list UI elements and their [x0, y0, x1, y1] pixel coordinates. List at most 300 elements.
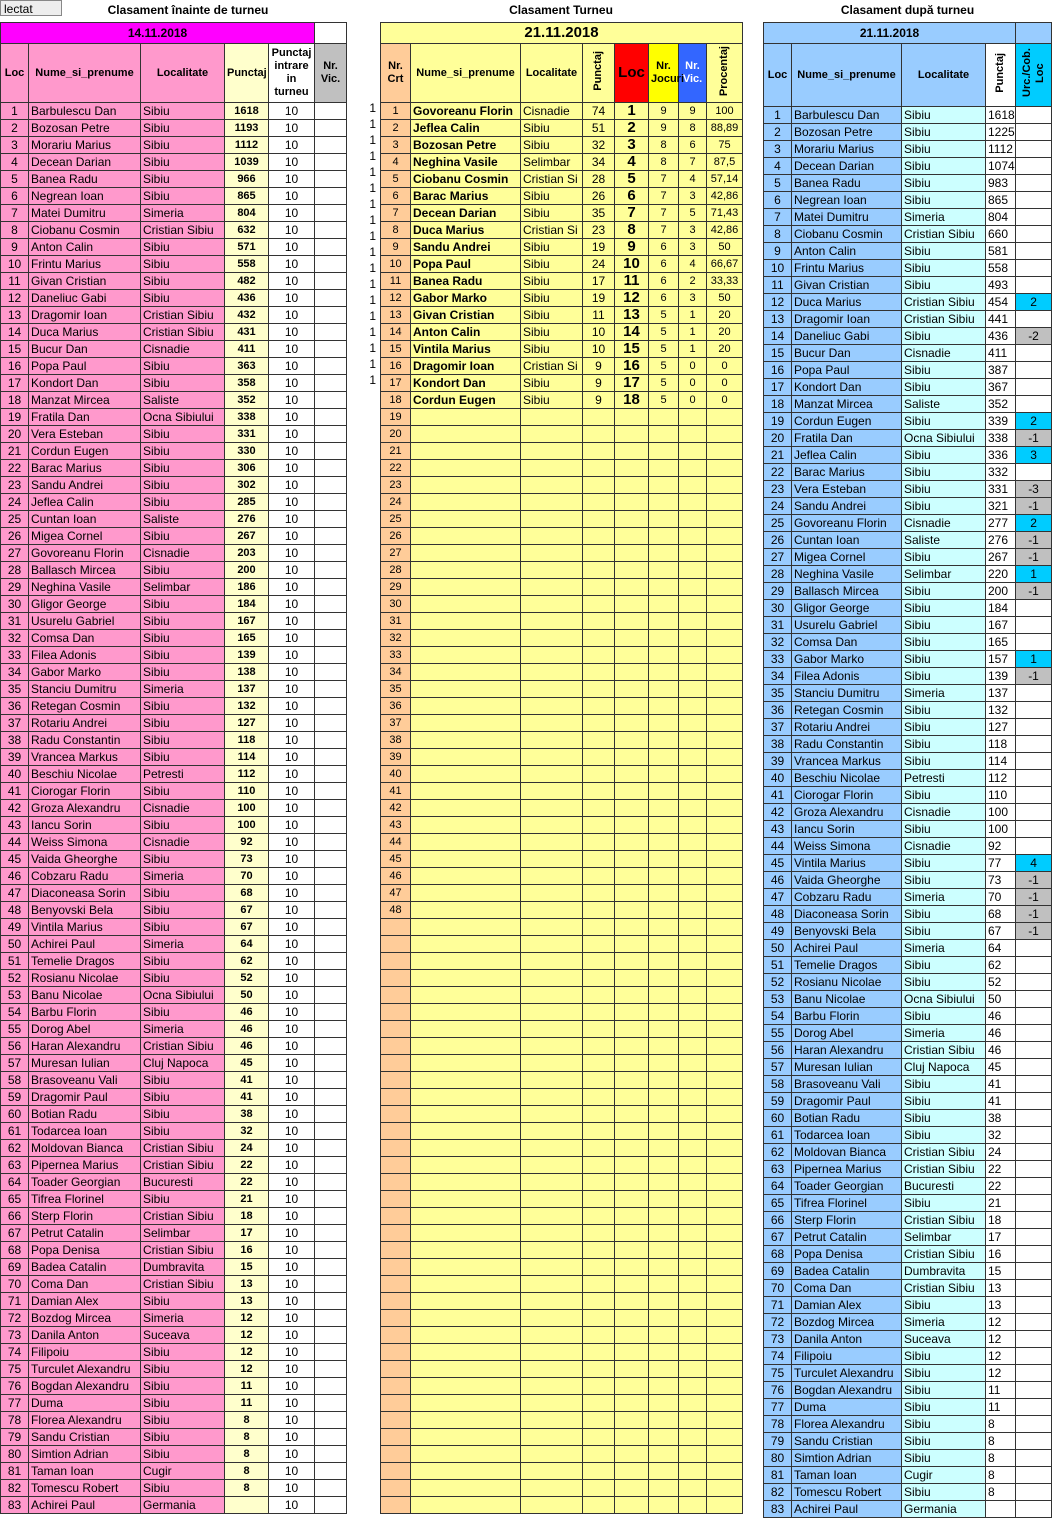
left-vic	[315, 273, 347, 290]
middle-nr: 11	[381, 273, 411, 290]
middle-empty-cell	[649, 1123, 679, 1140]
middle-header-jocuri-label: Nr. Jocuri	[651, 60, 685, 85]
rank-change-badge	[1016, 617, 1052, 634]
left-row	[1, 273, 347, 290]
middle-empty-cell	[615, 1174, 649, 1191]
after-row	[764, 889, 1052, 906]
right-loc: 22	[764, 464, 792, 481]
rank-change-badge	[1016, 753, 1052, 770]
tournament-table	[380, 22, 743, 1514]
middle-name: Bozosan Petre	[411, 137, 521, 154]
left-intrare: 10	[269, 375, 315, 392]
right-punctaj: 493	[986, 277, 1016, 294]
right-loc: 4	[764, 158, 792, 175]
right-name: Temelie Dragos	[792, 957, 902, 974]
middle-jocuri: 6	[649, 239, 679, 256]
right-punctaj: 558	[986, 260, 1016, 277]
right-localitate: Sibiu	[902, 1093, 986, 1110]
middle-empty-cell	[583, 1395, 615, 1412]
left-loc: 37	[1, 715, 29, 732]
left-loc: 19	[1, 409, 29, 426]
left-name: Groza Alexandru	[29, 800, 141, 817]
middle-jocuri: 5	[649, 324, 679, 341]
middle-punctaj: 19	[583, 290, 615, 307]
selectat-button[interactable]: lectat	[0, 0, 62, 16]
after-row	[764, 1076, 1052, 1093]
middle-empty-cell	[679, 970, 707, 987]
left-name: Tifrea Florinel	[29, 1191, 141, 1208]
middle-nr: 23	[381, 477, 411, 494]
middle-empty-cell	[411, 1344, 521, 1361]
middle-jocuri: 5	[649, 307, 679, 324]
tournament-row	[381, 307, 743, 324]
middle-empty-cell	[521, 936, 583, 953]
middle-jocuri: 5	[649, 375, 679, 392]
left-name: Florea Alexandru	[29, 1412, 141, 1429]
left-name: Taman Ioan	[29, 1463, 141, 1480]
left-localitate: Bucuresti	[141, 1174, 225, 1191]
right-punctaj: 22	[986, 1178, 1016, 1195]
middle-procentaj	[707, 426, 743, 443]
left-vic	[315, 664, 347, 681]
tournament-row	[381, 324, 743, 341]
middle-loc: 5	[615, 171, 649, 188]
middle-loc: 16	[615, 358, 649, 375]
tournament-row	[381, 562, 743, 579]
right-localitate: Simeria	[902, 889, 986, 906]
middle-procentaj: 66,67	[707, 256, 743, 273]
tournament-empty-row	[381, 1191, 743, 1208]
left-loc: 79	[1, 1429, 29, 1446]
flag-cell	[346, 1300, 378, 1316]
left-vic	[315, 953, 347, 970]
left-row	[1, 664, 347, 681]
right-punctaj: 22	[986, 1161, 1016, 1178]
middle-empty-cell	[521, 1038, 583, 1055]
right-name: Filea Adonis	[792, 668, 902, 685]
middle-empty-cell	[649, 1412, 679, 1429]
middle-empty-cell	[521, 1191, 583, 1208]
middle-name	[411, 443, 521, 460]
left-row	[1, 732, 347, 749]
right-localitate: Sibiu	[902, 855, 986, 872]
middle-empty-cell	[707, 1157, 743, 1174]
left-row	[1, 409, 347, 426]
middle-vic	[679, 409, 707, 426]
left-loc: 9	[1, 239, 29, 256]
right-name: Tifrea Florinel	[792, 1195, 902, 1212]
left-name: Petrut Catalin	[29, 1225, 141, 1242]
flag-cell	[346, 1412, 378, 1428]
left-punctaj: 46	[225, 1038, 269, 1055]
rank-change-badge	[1016, 1093, 1052, 1110]
middle-punctaj: 32	[583, 137, 615, 154]
left-intrare: 10	[269, 851, 315, 868]
left-intrare: 10	[269, 1140, 315, 1157]
middle-empty-cell	[615, 1480, 649, 1497]
right-name: Simtion Adrian	[792, 1450, 902, 1467]
middle-empty-cell	[707, 1208, 743, 1225]
middle-vic	[679, 494, 707, 511]
right-loc: 39	[764, 753, 792, 770]
rank-change-badge	[1016, 277, 1052, 294]
after-row	[764, 464, 1052, 481]
left-name: Morariu Marius	[29, 137, 141, 154]
middle-header-loc-label: Loc	[618, 63, 645, 81]
right-punctaj: 865	[986, 192, 1016, 209]
middle-jocuri	[649, 409, 679, 426]
middle-jocuri	[649, 783, 679, 800]
right-localitate: Sibiu	[902, 651, 986, 668]
right-name: Muresan Iulian	[792, 1059, 902, 1076]
left-intrare: 10	[269, 1378, 315, 1395]
right-punctaj: 52	[986, 974, 1016, 991]
left-name: Pipernea Marius	[29, 1157, 141, 1174]
right-loc: 45	[764, 855, 792, 872]
right-loc: 64	[764, 1178, 792, 1195]
left-localitate: Sibiu	[141, 443, 225, 460]
tournament-row	[381, 273, 743, 290]
middle-vic	[679, 647, 707, 664]
middle-empty-cell	[583, 1021, 615, 1038]
left-row	[1, 1242, 347, 1259]
middle-jocuri	[649, 443, 679, 460]
after-row	[764, 294, 1052, 311]
middle-localitate: Cristian Si	[521, 222, 583, 239]
left-punctaj: 1112	[225, 137, 269, 154]
middle-procentaj	[707, 783, 743, 800]
middle-nr: 10	[381, 256, 411, 273]
middle-name	[411, 596, 521, 613]
rank-change-badge: -3	[1016, 481, 1052, 498]
left-punctaj: 338	[225, 409, 269, 426]
middle-empty-cell	[707, 1327, 743, 1344]
left-localitate: Sibiu	[141, 477, 225, 494]
rank-change-badge	[1016, 821, 1052, 838]
left-loc: 27	[1, 545, 29, 562]
left-localitate: Saliste	[141, 511, 225, 528]
right-name: Botian Radu	[792, 1110, 902, 1127]
right-name: Popa Paul	[792, 362, 902, 379]
middle-empty-cell	[521, 1089, 583, 1106]
left-intrare: 10	[269, 749, 315, 766]
flag-cell	[346, 452, 378, 468]
tournament-row	[381, 239, 743, 256]
left-loc: 54	[1, 1004, 29, 1021]
left-row	[1, 936, 347, 953]
left-localitate: Sibiu	[141, 171, 225, 188]
left-punctaj: 62	[225, 953, 269, 970]
middle-empty-cell	[615, 1429, 649, 1446]
left-name: Simtion Adrian	[29, 1446, 141, 1463]
flag-cell: 1	[369, 133, 376, 147]
flag-cell	[346, 500, 378, 516]
rank-change-badge	[1016, 1433, 1052, 1450]
left-loc: 36	[1, 698, 29, 715]
right-localitate: Sibiu	[902, 617, 986, 634]
middle-loc	[615, 732, 649, 749]
tournament-empty-row	[381, 936, 743, 953]
flag-cell: 1	[369, 373, 376, 387]
middle-vic: 3	[679, 290, 707, 307]
flag-cell	[346, 1236, 378, 1252]
left-vic	[315, 1072, 347, 1089]
right-localitate: Cristian Sibiu	[902, 226, 986, 243]
left-intrare: 10	[269, 953, 315, 970]
right-loc: 48	[764, 906, 792, 923]
rank-change-badge	[1016, 396, 1052, 413]
middle-empty-cell	[707, 1429, 743, 1446]
left-vic	[315, 358, 347, 375]
tournament-row	[381, 613, 743, 630]
middle-nr: 25	[381, 511, 411, 528]
middle-vic	[679, 766, 707, 783]
middle-jocuri	[649, 596, 679, 613]
flag-cell: 1	[369, 341, 376, 355]
left-vic	[315, 596, 347, 613]
tournament-empty-row	[381, 1412, 743, 1429]
middle-procentaj: 71,43	[707, 205, 743, 222]
left-punctaj: 1039	[225, 154, 269, 171]
middle-vic	[679, 596, 707, 613]
left-row	[1, 103, 347, 120]
left-row	[1, 511, 347, 528]
left-intrare: 10	[269, 681, 315, 698]
middle-empty-cell	[411, 1072, 521, 1089]
left-vic	[315, 766, 347, 783]
left-punctaj: 16	[225, 1242, 269, 1259]
left-row	[1, 239, 347, 256]
middle-empty-cell	[521, 1480, 583, 1497]
middle-nr: 5	[381, 171, 411, 188]
left-loc: 65	[1, 1191, 29, 1208]
flag-cell	[346, 612, 378, 628]
right-name: Rotariu Andrei	[792, 719, 902, 736]
middle-vic: 2	[679, 273, 707, 290]
right-localitate: Sibiu	[902, 1127, 986, 1144]
left-intrare: 10	[269, 205, 315, 222]
middle-loc: 1	[615, 103, 649, 120]
right-loc: 40	[764, 770, 792, 787]
right-punctaj: 276	[986, 532, 1016, 549]
left-name: Kondort Dan	[29, 375, 141, 392]
right-localitate: Simeria	[902, 685, 986, 702]
right-name: Comsa Dan	[792, 634, 902, 651]
middle-procentaj	[707, 494, 743, 511]
flag-cell: 1	[369, 261, 376, 275]
middle-empty-cell	[615, 1344, 649, 1361]
middle-empty-cell	[615, 1446, 649, 1463]
left-intrare: 10	[269, 137, 315, 154]
middle-empty-cell	[679, 919, 707, 936]
middle-jocuri	[649, 732, 679, 749]
tournament-row	[381, 630, 743, 647]
left-loc: 38	[1, 732, 29, 749]
after-row	[764, 617, 1052, 634]
flag-cell	[346, 596, 378, 612]
middle-name: Neghina Vasile	[411, 154, 521, 171]
middle-empty-cell	[707, 1446, 743, 1463]
left-loc: 21	[1, 443, 29, 460]
after-row	[764, 549, 1052, 566]
middle-empty-cell	[649, 970, 679, 987]
flag-cell	[346, 740, 378, 756]
left-vic	[315, 1429, 347, 1446]
rank-change-badge: 1	[1016, 651, 1052, 668]
after-row	[764, 515, 1052, 532]
left-localitate: Sibiu	[141, 137, 225, 154]
left-punctaj: 865	[225, 188, 269, 205]
right-punctaj: 338	[986, 430, 1016, 447]
right-name: Banu Nicolae	[792, 991, 902, 1008]
left-localitate: Sibiu	[141, 528, 225, 545]
after-row	[764, 379, 1052, 396]
left-name: Dragomir Ioan	[29, 307, 141, 324]
middle-vic	[679, 664, 707, 681]
flag-cell	[346, 932, 378, 948]
middle-nr: 28	[381, 562, 411, 579]
right-name: Bozdog Mircea	[792, 1314, 902, 1331]
left-loc: 59	[1, 1089, 29, 1106]
middle-loc: 11	[615, 273, 649, 290]
left-row	[1, 596, 347, 613]
tournament-row	[381, 851, 743, 868]
middle-punctaj	[583, 528, 615, 545]
left-loc: 81	[1, 1463, 29, 1480]
flag-cell	[346, 788, 378, 804]
right-localitate: Sibiu	[902, 634, 986, 651]
left-row	[1, 545, 347, 562]
middle-empty-cell	[411, 1327, 521, 1344]
right-name: Negrean Ioan	[792, 192, 902, 209]
left-loc: 76	[1, 1378, 29, 1395]
left-intrare: 10	[269, 902, 315, 919]
left-name: Muresan Iulian	[29, 1055, 141, 1072]
left-loc: 39	[1, 749, 29, 766]
right-loc: 73	[764, 1331, 792, 1348]
right-punctaj: 157	[986, 651, 1016, 668]
right-punctaj: 45	[986, 1059, 1016, 1076]
left-row	[1, 358, 347, 375]
right-loc: 12	[764, 294, 792, 311]
right-name: Rosianu Nicolae	[792, 974, 902, 991]
middle-nr	[381, 1497, 411, 1514]
rank-change-badge	[1016, 1127, 1052, 1144]
left-vic	[315, 681, 347, 698]
middle-name	[411, 885, 521, 902]
middle-header-procentaj-label: Procentaj	[718, 45, 730, 97]
right-name: Popa Denisa	[792, 1246, 902, 1263]
left-vic	[315, 307, 347, 324]
middle-localitate	[521, 511, 583, 528]
middle-empty-cell	[411, 1021, 521, 1038]
right-localitate: Bucuresti	[902, 1178, 986, 1195]
left-localitate: Sibiu	[141, 1378, 225, 1395]
left-name: Barac Marius	[29, 460, 141, 477]
left-vic	[315, 1446, 347, 1463]
left-punctaj: 100	[225, 800, 269, 817]
middle-punctaj	[583, 851, 615, 868]
middle-loc	[615, 460, 649, 477]
left-intrare: 10	[269, 1191, 315, 1208]
right-punctaj: 660	[986, 226, 1016, 243]
middle-empty-cell	[707, 1140, 743, 1157]
left-localitate: Sibiu	[141, 375, 225, 392]
right-loc: 32	[764, 634, 792, 651]
middle-nr	[381, 1378, 411, 1395]
right-punctaj: 1618	[986, 107, 1016, 124]
middle-empty-cell	[583, 1361, 615, 1378]
right-loc: 21	[764, 447, 792, 464]
left-punctaj: 267	[225, 528, 269, 545]
left-name: Vera Esteban	[29, 426, 141, 443]
rank-change-badge: 2	[1016, 413, 1052, 430]
middle-localitate: Cristian Si	[521, 171, 583, 188]
middle-name	[411, 460, 521, 477]
left-row	[1, 1259, 347, 1276]
rank-change-badge	[1016, 1399, 1052, 1416]
right-punctaj: 46	[986, 1008, 1016, 1025]
left-localitate: Cisnadie	[141, 545, 225, 562]
middle-empty-cell	[411, 1276, 521, 1293]
middle-localitate	[521, 766, 583, 783]
rank-change-badge	[1016, 260, 1052, 277]
left-punctaj: 38	[225, 1106, 269, 1123]
right-loc: 38	[764, 736, 792, 753]
right-localitate: Sibiu	[902, 1450, 986, 1467]
left-localitate: Sibiu	[141, 103, 225, 120]
after-row	[764, 311, 1052, 328]
middle-name	[411, 902, 521, 919]
middle-punctaj	[583, 613, 615, 630]
middle-vic	[679, 800, 707, 817]
flag-cell: 1	[369, 245, 376, 259]
left-intrare: 10	[269, 528, 315, 545]
middle-jocuri: 7	[649, 188, 679, 205]
rank-change-badge	[1016, 1280, 1052, 1297]
middle-empty-cell	[521, 1361, 583, 1378]
middle-empty-cell	[411, 1140, 521, 1157]
left-intrare: 10	[269, 1344, 315, 1361]
middle-jocuri: 7	[649, 222, 679, 239]
middle-name	[411, 715, 521, 732]
left-row	[1, 749, 347, 766]
left-row	[1, 902, 347, 919]
middle-name	[411, 834, 521, 851]
middle-nr: 48	[381, 902, 411, 919]
middle-procentaj	[707, 800, 743, 817]
middle-empty-cell	[649, 1055, 679, 1072]
middle-loc	[615, 783, 649, 800]
left-vic	[315, 154, 347, 171]
left-row	[1, 1327, 347, 1344]
flag-cell	[346, 1012, 378, 1028]
rank-change-badge: -1	[1016, 498, 1052, 515]
left-localitate: Sibiu	[141, 120, 225, 137]
left-name: Filea Adonis	[29, 647, 141, 664]
middle-vic: 3	[679, 188, 707, 205]
tournament-row	[381, 681, 743, 698]
middle-punctaj: 19	[583, 239, 615, 256]
left-name: Ciobanu Cosmin	[29, 222, 141, 239]
left-loc: 6	[1, 188, 29, 205]
flag-cell: 1	[369, 325, 376, 339]
left-row	[1, 1310, 347, 1327]
right-name: Ballasch Mircea	[792, 583, 902, 600]
after-row	[764, 345, 1052, 362]
middle-procentaj	[707, 715, 743, 732]
left-row	[1, 426, 347, 443]
